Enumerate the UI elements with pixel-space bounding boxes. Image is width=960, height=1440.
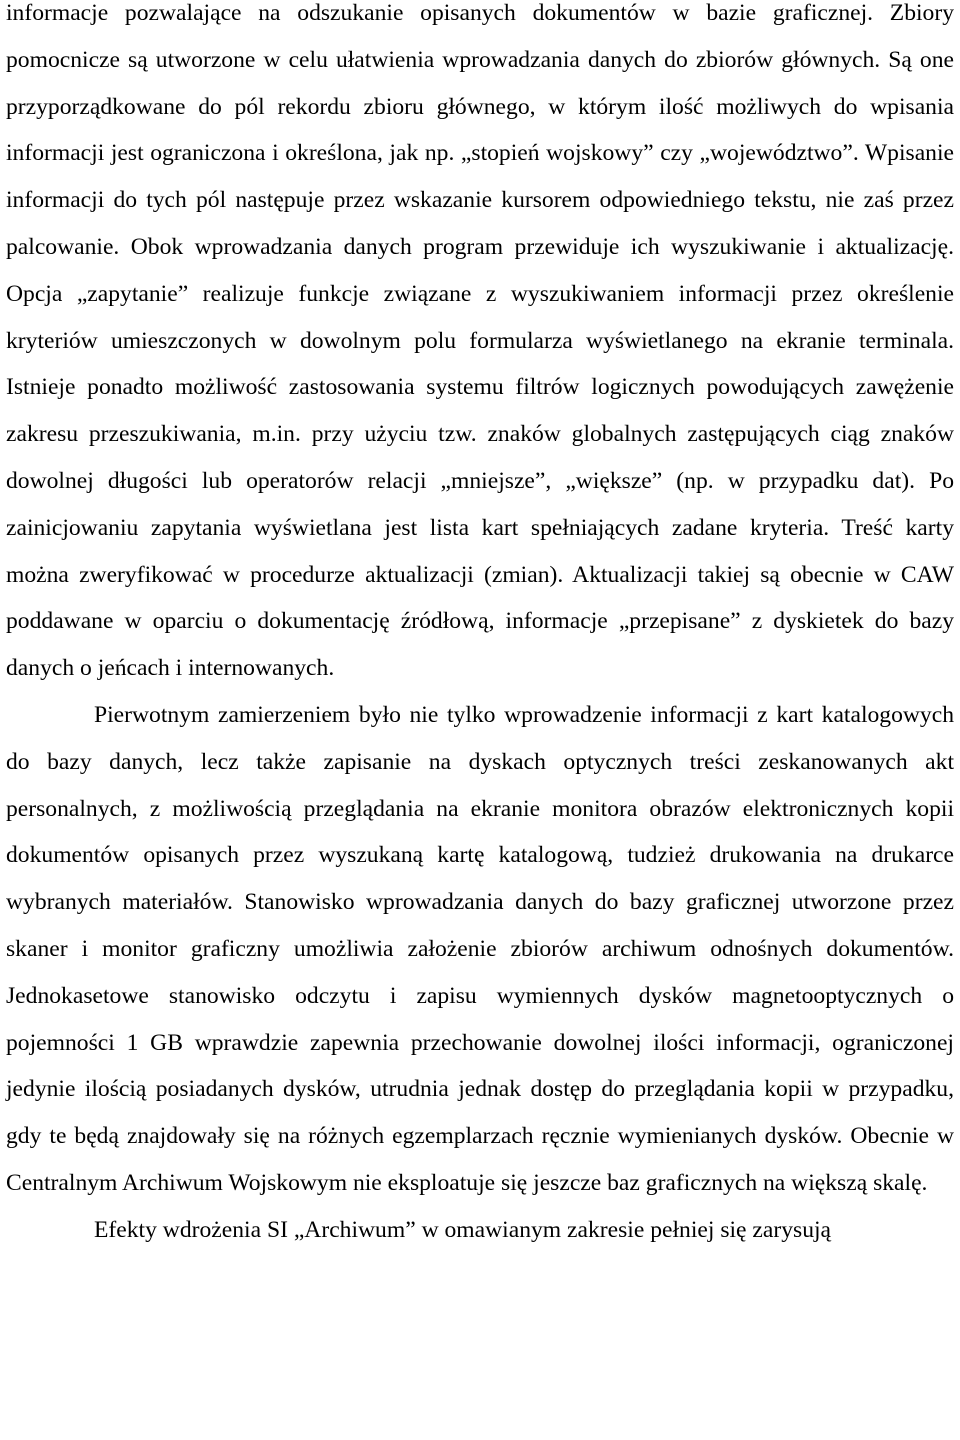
paragraph-effects: Efekty wdrożenia SI „Archiwum” w omawianym zakresie pełniej się zarysują [94,1216,832,1243]
paragraph-continuation: informacje pozwalające na odszukanie opisanych dokumentów w bazie graficznej. Zbiory pomocnicze są utworzone w celu ułatwienia wprowadzania danych do zbiorów głównych. Są one przyporządkowane do pól rekordu zbioru głównego, w którym ilość możliwych do wpisania informacji jest ograniczona i określona, jak np. „stopień wojskowy” czy „województwo”. Wpisanie informacji do tych pól następuje przez wskazanie kursorem odpowiedniego tekstu, nie zaś przez palcowanie. Obok wprowadzania danych program przewiduje ich wyszukiwanie i aktualizację. Opcja „zapytanie” realizuje funkcje związane z wyszukiwaniem informacji przez określenie kryteriów umieszczonych w dowolnym polu formularza wyświetlanego na ekranie terminala. Istnieje ponadto możliwość zastosowania systemu filtrów logicznych powodujących zawężenie zakresu przeszukiwania, m.in. przy użyciu tzw. znaków globalnych zastępujących ciąg znaków dowolnej długości lub operatorów relacji „mniejsze”, „większe” (np. w przypadku dat). Po zainicjowaniu zapytania wyświetlana jest lista kart spełniających zadane kryteria. Treść karty można zweryfikować w procedurze aktualizacji (zmian). Aktualizacji takiej są obecnie w CAW poddawane w oparciu o dokumentację źródłową, informacje „przepisane” z dyskietek do bazy danych o jeńcach i internowanych. [6,0,954,682]
paragraph-original-intent: Pierwotnym zamierzeniem było nie tylko wprowadzenie informacji z kart katalogowych do bazy danych, lecz także zapisanie na dyskach optycznych treści zeskanowanych akt personalnych, z możliwością przeglądania na ekranie monitora obrazów elektronicznych kopii dokumentów opisanych przez wyszukaną kartę katalogową, tudzież drukowania na drukarce wybranych materiałów. Stanowisko wprowadzania danych do bazy graficznej utworzone przez skaner i monitor graficzny umożliwia założenie zbiorów archiwum odnośnych dokumentów. Jednokasetowe stanowisko odczytu i zapisu wymiennych dysków magnetooptycznych o pojemności 1 GB wprawdzie zapewnia przechowanie dowolnej ilości informacji, ograniczonej jedynie ilością posiadanych dysków, utrudnia jednak dostęp do przeglądania kopii w przypadku, gdy te będą znajdowały się na różnych egzemplarzach ręcznie wymienianych dysków. Obecnie w Centralnym Archiwum Wojskowym nie eksploatuje się jeszcze baz graficznych na większą skalę. [6,701,954,1196]
